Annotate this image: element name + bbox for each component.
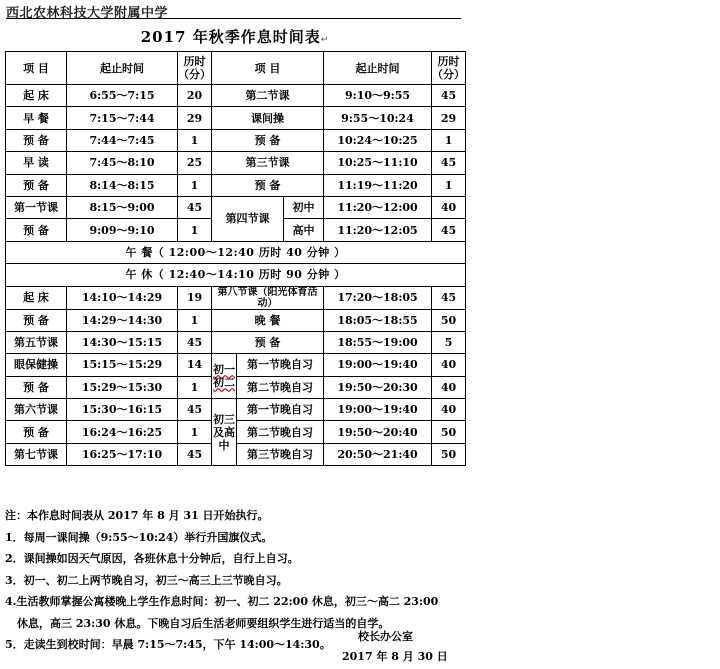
cell-time: 10:25～11:10 <box>324 152 432 174</box>
cell-item: 第三节晚自习 <box>237 443 324 465</box>
header-duration: 历时（分） <box>178 52 212 85</box>
note-line: 4.生活教师掌握公寓楼晚上学生作息时间：初一、初二 22:00 休息，初三～高二 23:00 <box>5 595 439 608</box>
cell-item: 第三节课 <box>212 152 324 174</box>
signature-office: 校长办公室 <box>358 630 413 643</box>
cell-time: 9:55～10:24 <box>324 107 432 129</box>
cell-min: 45 <box>178 196 212 218</box>
header-duration-right: 历时（分） <box>432 52 466 85</box>
cell-min: 19 <box>178 286 212 309</box>
cell-min: 20 <box>178 85 212 107</box>
cell-item: 早 读 <box>6 152 67 174</box>
table-row <box>6 85 466 107</box>
cell-item: 预 备 <box>212 331 324 353</box>
cell-item: 预 备 <box>6 129 67 151</box>
cell-item: 预 备 <box>212 174 324 196</box>
cell-time: 14:30～15:15 <box>67 331 178 353</box>
cell-time: 15:15～15:29 <box>67 354 178 376</box>
fourth-sub-senior: 高中 <box>284 219 324 241</box>
cell-min: 14 <box>178 354 212 376</box>
cell-min: 45 <box>432 85 466 107</box>
cell-min: 45 <box>432 152 466 174</box>
note-line: 2．课间操如因天气原因，各班休息十分钟后，自行上自习。 <box>5 552 299 565</box>
cell-time: 16:24～16:25 <box>67 421 178 443</box>
cell-item: 起 床 <box>6 85 67 107</box>
cell-item: 预 备 <box>6 376 67 398</box>
cell-item: 晚 餐 <box>212 309 324 331</box>
cell-min: 45 <box>178 443 212 465</box>
fourth-period-label: 第四节课 <box>212 196 284 241</box>
cell-time: 7:45～8:10 <box>67 152 178 174</box>
cell-item: 第二节晚自习 <box>237 376 324 398</box>
cell-time: 15:29～15:30 <box>67 376 178 398</box>
cell-item: 第八节课（阳光体育活动） <box>212 286 324 309</box>
cell-min: 40 <box>432 399 466 421</box>
cell-min: 45 <box>178 331 212 353</box>
note-line: 5．走读生到校时间：早晨 7:15～7:45，下午 14:00～14:30。 <box>5 638 331 651</box>
cell-item: 预 备 <box>6 421 67 443</box>
cell-time: 14:29～14:30 <box>67 309 178 331</box>
cell-min: 50 <box>432 421 466 443</box>
cell-min: 40 <box>432 354 466 376</box>
fourth-sub-junior: 初中 <box>284 196 324 218</box>
cell-min: 45 <box>178 399 212 421</box>
cell-item: 第一节课 <box>6 196 67 218</box>
table-row <box>6 196 466 218</box>
cell-min: 50 <box>432 443 466 465</box>
table-row <box>6 174 466 196</box>
cell-time: 11:20～12:05 <box>324 219 432 241</box>
cell-item: 第二节晚自习 <box>237 421 324 443</box>
cell-time: 19:00～19:40 <box>324 354 432 376</box>
cell-min: 1 <box>178 174 212 196</box>
note-line: 3．初一、初二上两节晚自习，初三～高三上三节晚自习。 <box>5 573 288 587</box>
table-row <box>6 309 466 331</box>
cell-item: 第七节课 <box>6 443 67 465</box>
table-row <box>6 129 466 151</box>
cell-time: 10:24～10:25 <box>324 129 432 151</box>
cell-time: 9:09～9:10 <box>67 219 178 241</box>
table-row <box>6 286 466 309</box>
lunch-cell: 午 餐（ 12:00～12:40 历时 40 分钟 ） <box>6 241 466 263</box>
header-item: 项 目 <box>6 52 67 85</box>
cell-time: 11:20～12:00 <box>324 196 432 218</box>
cell-time: 8:15～9:00 <box>67 196 178 218</box>
cell-time: 7:44～7:45 <box>67 129 178 151</box>
cell-item: 预 备 <box>6 174 67 196</box>
table-header-row <box>6 52 466 85</box>
cell-min: 1 <box>178 376 212 398</box>
header-time: 起止时间 <box>67 52 178 85</box>
cell-time: 7:15～7:44 <box>67 107 178 129</box>
cell-time: 18:55～19:00 <box>324 331 432 353</box>
signature-date: 2017 年 8 月 30 日 <box>342 650 448 663</box>
group-junior3-senior: 初三及高中 <box>212 399 237 466</box>
cell-item: 课间操 <box>212 107 324 129</box>
cell-item: 预 备 <box>6 309 67 331</box>
table-row <box>6 443 466 465</box>
cell-min: 1 <box>432 129 466 151</box>
cell-time: 6:55～7:15 <box>67 85 178 107</box>
cell-min: 25 <box>178 152 212 174</box>
nap-cell: 午 休（ 12:40～14:10 历时 90 分钟 ） <box>6 264 466 286</box>
cell-min: 1 <box>178 129 212 151</box>
header-item-right: 项 目 <box>212 52 324 85</box>
cell-item: 第六节课 <box>6 399 67 421</box>
cell-time: 19:50～20:40 <box>324 421 432 443</box>
lunch-row <box>6 241 466 263</box>
cell-time: 19:50～20:30 <box>324 376 432 398</box>
cell-time: 11:19～11:20 <box>324 174 432 196</box>
cell-min: 45 <box>432 219 466 241</box>
cell-min: 45 <box>432 286 466 309</box>
cell-time: 9:10～9:55 <box>324 85 432 107</box>
cell-item: 起 床 <box>6 286 67 309</box>
header-rule <box>6 18 461 19</box>
cell-min: 1 <box>432 174 466 196</box>
header-time-right: 起止时间 <box>324 52 432 85</box>
table-row <box>6 152 466 174</box>
table-row <box>6 354 466 376</box>
table-row <box>6 376 466 398</box>
cell-item: 早 餐 <box>6 107 67 129</box>
cell-item: 第二节课 <box>212 85 324 107</box>
cell-min: 40 <box>432 376 466 398</box>
cell-time: 18:05～18:55 <box>324 309 432 331</box>
cell-min: 1 <box>178 219 212 241</box>
note-line: 1．每周一课间操（9:55～10:24）举行升国旗仪式。 <box>5 530 273 544</box>
cell-time: 16:25～17:10 <box>67 443 178 465</box>
schedule-table <box>5 51 466 466</box>
table-row <box>6 399 466 421</box>
cell-min: 29 <box>178 107 212 129</box>
cell-min: 50 <box>432 309 466 331</box>
cell-item: 眼保健操 <box>6 354 67 376</box>
cell-time: 14:10～14:29 <box>67 286 178 309</box>
table-row <box>6 107 466 129</box>
school-name: 西北农林科技大学附属中学 <box>6 6 169 21</box>
table-row <box>6 331 466 353</box>
cell-time: 20:50～21:40 <box>324 443 432 465</box>
cell-item: 第一节晚自习 <box>237 399 324 421</box>
table-row <box>6 421 466 443</box>
group-junior12: 初一初二 <box>212 354 237 399</box>
cell-min: 1 <box>178 421 212 443</box>
note-line: 注：本作息时间表从 2017 年 8 月 31 日开始执行。 <box>5 509 269 522</box>
nap-row <box>6 264 466 286</box>
cell-time: 15:30～16:15 <box>67 399 178 421</box>
cell-time: 8:14～8:15 <box>67 174 178 196</box>
document-title: 2017 年秋季作息时间表↵ <box>140 28 330 46</box>
cell-min: 40 <box>432 196 466 218</box>
document-header <box>6 2 456 21</box>
cell-item: 预 备 <box>6 219 67 241</box>
cell-item: 第一节晚自习 <box>237 354 324 376</box>
cell-item: 第五节课 <box>6 331 67 353</box>
cell-min: 5 <box>432 331 466 353</box>
cell-min: 1 <box>178 309 212 331</box>
cell-time: 17:20～18:05 <box>324 286 432 309</box>
cell-time: 19:00～19:40 <box>324 399 432 421</box>
cell-min: 29 <box>432 107 466 129</box>
cell-item: 预 备 <box>212 129 324 151</box>
note-line: 休息，高三 23:30 休息。下晚自习后生活老师要组织学生进行适当的自学。 <box>17 616 390 630</box>
